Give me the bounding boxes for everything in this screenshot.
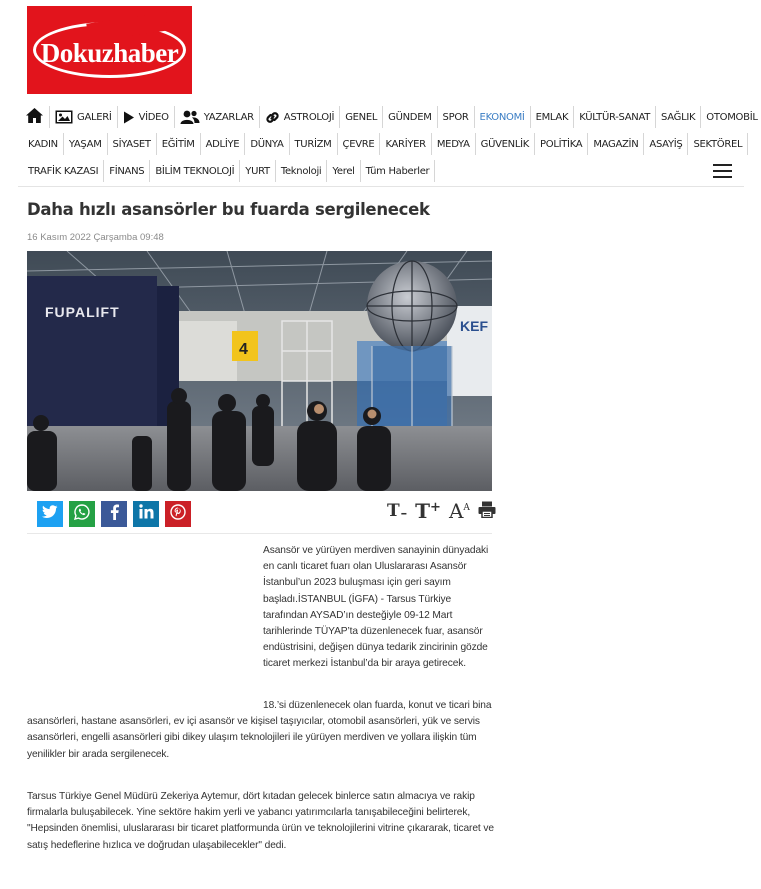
site-logo[interactable] [27, 6, 192, 94]
nav-otomobil[interactable]: OTOMOBİL [701, 106, 761, 128]
photo-hall-number: 4 [239, 341, 248, 358]
font-decrease-button[interactable]: T – [387, 501, 408, 521]
nav-gundem[interactable]: GÜNDEM [383, 106, 437, 128]
nav-asayis[interactable]: ASAYİŞ [644, 133, 688, 155]
nav-egitim[interactable]: EĞİTİM [157, 133, 201, 155]
nav-yazarlar[interactable]: YAZARLAR [175, 106, 260, 128]
nav-sektorel[interactable]: SEKTÖREL [688, 133, 748, 155]
article-tools [387, 499, 496, 523]
nav-galeri[interactable]: GALERİ [50, 106, 118, 128]
nav-yasam[interactable]: YAŞAM [64, 133, 108, 155]
article-intro: Asansör ve yürüyen merdiven sanayinin dünyadaki en canlı ticaret fuarı olan Uluslararası Asansör İstanbul’un 2023 buluşması için geri sayım başladı.İSTANBUL (İGFA) - Tarsus Türkiye tarafından AYSAD’ın desteğiyle 09-12 Mart tarihlerinde TÜYAP’ta düzenlenecek fuar, asansör endüstrisini, değişen dünya tedarik zincirinin gözde ticaret merkezi İstanbul’da bir araya getirecek. [263, 545, 489, 670]
nav-divider [18, 186, 744, 187]
article-photo [27, 251, 492, 491]
nav-ekonomi[interactable]: EKONOMİ [475, 106, 531, 128]
pinterest-icon [170, 504, 186, 525]
print-button[interactable] [478, 501, 496, 522]
nav-guvenlik[interactable]: GÜVENLİK [476, 133, 535, 155]
article-title: Daha hızlı asansörler bu fuarda sergilenecek [27, 200, 430, 219]
users-icon [180, 110, 200, 124]
linkedin-share-button[interactable] [133, 501, 159, 527]
nav-saglik[interactable]: SAĞLIK [656, 106, 701, 128]
nav-tum-haberler[interactable]: Tüm Haberler [361, 160, 436, 182]
play-icon [123, 111, 135, 124]
main-nav-row-1 [23, 105, 761, 129]
photo-sign-kef: KEF [460, 318, 488, 334]
nav-adliye[interactable]: ADLİYE [201, 133, 246, 155]
twitter-share-button[interactable] [37, 501, 63, 527]
link-icon [265, 110, 280, 125]
home-icon [25, 107, 44, 127]
nav-politika[interactable]: POLİTİKA [535, 133, 588, 155]
pinterest-share-button[interactable] [165, 501, 191, 527]
facebook-share-button[interactable] [101, 501, 127, 527]
facebook-icon [110, 504, 119, 525]
nav-kariyer[interactable]: KARİYER [380, 133, 431, 155]
article-date: 16 Kasım 2022 Çarşamba 09:48 [27, 232, 164, 243]
nav-genel[interactable]: GENEL [340, 106, 383, 128]
share-divider [27, 533, 492, 534]
main-nav-row-2 [23, 132, 748, 156]
font-reset-button[interactable]: A A [448, 499, 470, 523]
share-buttons [37, 501, 191, 527]
font-increase-button[interactable]: T + [415, 499, 441, 523]
printer-icon [478, 501, 496, 522]
nav-magazin[interactable]: MAGAZİN [588, 133, 644, 155]
nav-spor[interactable]: SPOR [438, 106, 475, 128]
nav-turizm[interactable]: TURİZM [290, 133, 338, 155]
hamburger-menu-icon[interactable] [713, 164, 732, 178]
nav-yerel[interactable]: Yerel [327, 160, 360, 182]
whatsapp-share-button[interactable] [69, 501, 95, 527]
nav-video[interactable]: VİDEO [118, 106, 175, 128]
nav-kultur-sanat[interactable]: KÜLTÜR-SANAT [574, 106, 656, 128]
nav-emlak[interactable]: EMLAK [531, 106, 575, 128]
nav-finans[interactable]: FİNANS [104, 160, 150, 182]
home-link[interactable] [23, 106, 50, 128]
logo-text: Dokuzhaber [40, 38, 179, 68]
main-nav-row-3 [23, 159, 435, 183]
nav-trafik-kazasi[interactable]: TRAFİK KAZASI [23, 160, 104, 182]
article-paragraph-3: Tarsus Türkiye Genel Müdürü Zekeriya Aytemur, dört kıtadan gelecek binlerce satın almacıya ve rakip firmalarla buluşabilecek. Yine sektöre hakim yerli ve yabancı yatırımcılarla tanışabileceğini belirterek, "Hepsinden önemlisi, uluslararası bir ticaret platformunda ürün ve teknolojilerini vitrine çıkararak, ticaret ve satış hedeflerine hızlıca ve doğrudan ulaşabilecekler" dedi. [27, 791, 494, 851]
nav-kadin[interactable]: KADIN [23, 133, 64, 155]
nav-cevre[interactable]: ÇEVRE [338, 133, 381, 155]
photo-sign-fupalift: FUPALIFT [45, 304, 120, 320]
twitter-icon [42, 505, 58, 524]
whatsapp-icon [74, 504, 90, 525]
nav-siyaset[interactable]: SİYASET [108, 133, 157, 155]
article-paragraph-2: 18.’si düzenlenecek olan fuarda, konut ve ticari bina asansörleri, hastane asansörleri, ev içi asansör ve kişisel taşıyıcılar, otomobil asansörleri, yük ve servis asansörleri, engelli asansörleri gibi dikey ulaşım teknolojileri ile yürüyen merdiven ve yollara ilişkin tüm yenilikler bir arada sergilenecek. [27, 700, 492, 760]
linkedin-icon [139, 504, 154, 524]
image-icon [55, 110, 73, 124]
nav-medya[interactable]: MEDYA [432, 133, 476, 155]
nav-teknoloji[interactable]: Teknoloji [276, 160, 328, 182]
nav-yurt[interactable]: YURT [240, 160, 276, 182]
nav-astroloji[interactable]: ASTROLOJİ [260, 106, 340, 128]
nav-dunya[interactable]: DÜNYA [245, 133, 289, 155]
nav-bilim-teknoloji[interactable]: BİLİM TEKNOLOJİ [150, 160, 240, 182]
